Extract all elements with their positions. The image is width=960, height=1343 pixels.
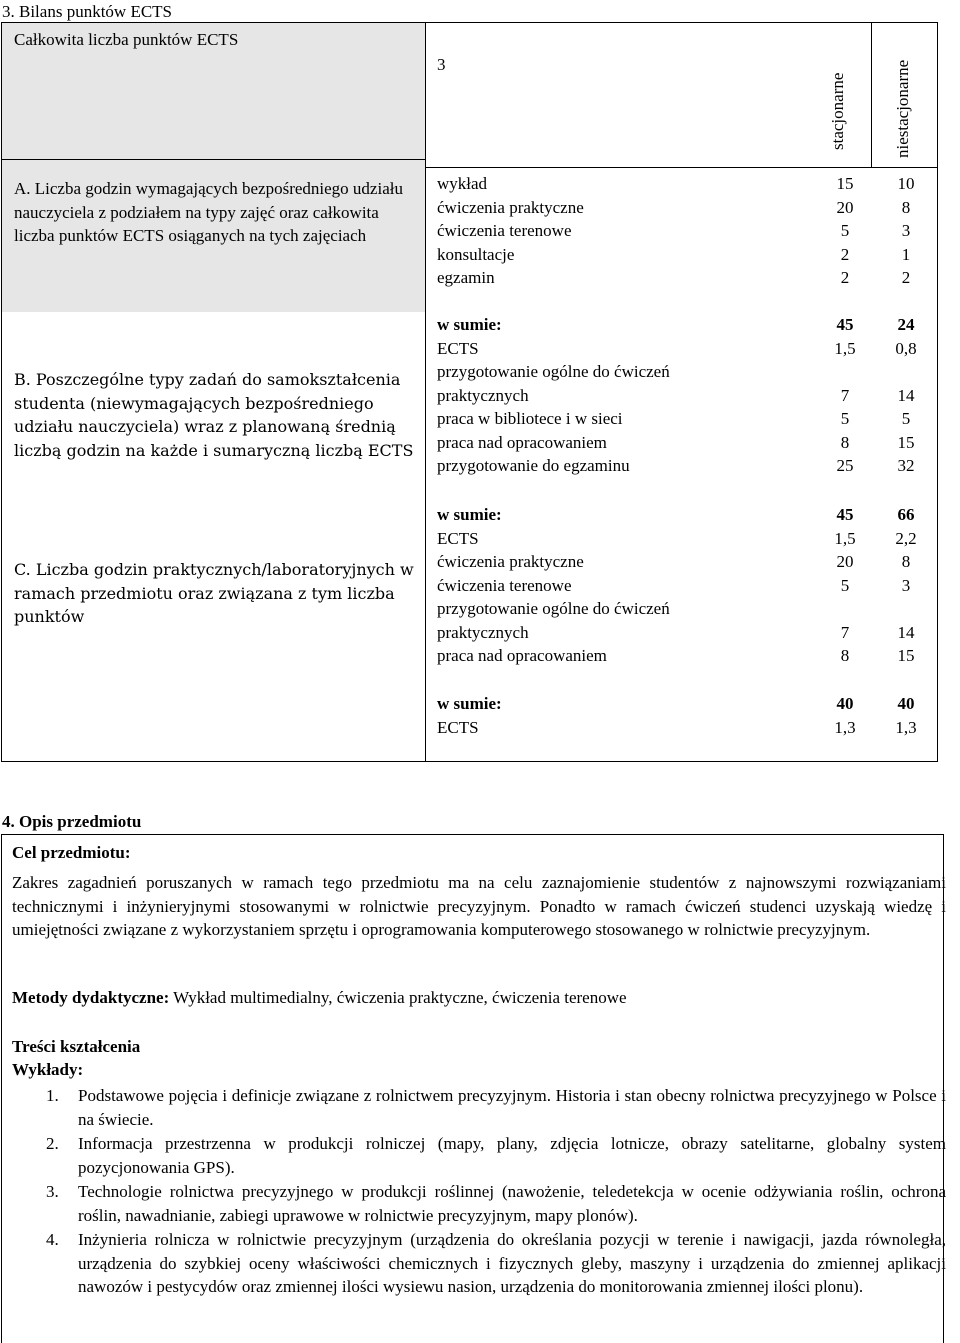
sum-value: 40 xyxy=(836,694,854,713)
cell: 8 xyxy=(840,646,850,665)
total-ects-value: 3 xyxy=(437,55,446,74)
cell: 15 xyxy=(897,432,915,452)
ects-value: 1,3 xyxy=(895,717,917,737)
sum-value: 40 xyxy=(897,694,915,713)
cell: 3 xyxy=(901,575,911,595)
ects-value: 1,5 xyxy=(834,528,856,548)
cell xyxy=(820,597,870,621)
total-ects-label: Całkowita liczba punktów ECTS xyxy=(14,30,239,49)
content-label: Treści kształcenia xyxy=(12,1037,141,1056)
row-label: praktycznych xyxy=(437,622,529,642)
block-c-nonstationary xyxy=(878,550,934,668)
row-label: ćwiczenia praktyczne xyxy=(437,552,584,571)
block-b-label: B. Poszczególne typy zadań do samokształcenia studenta (niewymagających bezpośredniego udziału nauczyciela) wraz z planowaną średnią liczbą godzin na każde i sumaryczną liczbą ECTS xyxy=(14,370,414,460)
row-label: praca nad opracowaniem xyxy=(437,646,607,665)
ects-label: ECTS xyxy=(437,338,479,358)
block-a-sum-labels xyxy=(437,313,767,360)
sum-value: 45 xyxy=(836,505,854,524)
cell: 20 xyxy=(836,552,854,571)
row-label: konsultacje xyxy=(437,244,515,264)
cell: 20 xyxy=(836,197,854,217)
cell: 8 xyxy=(840,432,850,452)
lectures-label: Wykłady: xyxy=(12,1060,84,1079)
cell: 10 xyxy=(897,174,915,193)
ects-value: 1,5 xyxy=(834,338,856,358)
row-label: przygotowanie do egzaminu xyxy=(437,456,630,475)
cell xyxy=(820,360,870,384)
cell: 15 xyxy=(836,174,854,193)
sum-value: 66 xyxy=(897,505,915,524)
methods-text: Wykład multimedialny, ćwiczenia praktyczne, ćwiczenia terenowe xyxy=(169,988,627,1007)
cell: 7 xyxy=(840,385,850,405)
block-b-nonstationary xyxy=(878,360,934,478)
methods-line xyxy=(12,988,627,1008)
row-label: egzamin xyxy=(437,268,495,287)
cell: 8 xyxy=(901,197,911,217)
block-a-nonstationary xyxy=(878,172,934,290)
item-text: Inżynieria rolnicza w rolnictwie precyzyjnym (urządzenia do określania pozycji w terenie i nawigacji, jazda równoległa, urządzenia do szybkiej oceny właściwości chemicznych i fizycznych gleby, maszyny i urządzenia do zmiennej aplikacji nawozów i pestycydów oraz zmiennej ilości wysiewu nasion, urządzenia do monitorowania zmiennej ilości plonu). xyxy=(78,1230,946,1296)
cell xyxy=(878,360,934,384)
list-item xyxy=(12,1084,946,1131)
cell: 3 xyxy=(901,221,911,240)
block-a-rows xyxy=(437,172,767,290)
ects-value: 2,2 xyxy=(895,528,917,548)
block-a-stationary xyxy=(820,172,870,290)
block-c-sum-labels xyxy=(437,692,767,739)
goal-text: Zakres zagadnień poruszanych w ramach tego przedmiotu ma na celu zaznajomienie studentów z najnowszymi rozwiązaniami technicznymi i inżynieryjnymi stosowanymi w rolnictwie precyzyjnym. Ponadto w ramach ćwiczeń studenci uzyskają wiedzę i umiejętności związane z wykorzystaniem sprzętu i oprogramowania komputerowego stosowanego w rolnictwie precyzyjnym. xyxy=(12,873,946,939)
cell: 5 xyxy=(840,409,850,428)
row-label: praca nad opracowaniem xyxy=(437,432,607,452)
block-b-stationary xyxy=(820,360,870,478)
cell: 15 xyxy=(897,646,915,665)
cell: 8 xyxy=(901,552,911,571)
sum-value: 45 xyxy=(836,315,854,334)
item-text: Technologie rolnictwa precyzyjnego w produkcji roślinnej (nawożenie, teledetekcja w ocenie odżywiania roślin, ochrona roślin, nawadnianie, zabiegi uprawowe w rolnictwie precyzyjnym, mapy plonów). xyxy=(78,1182,946,1225)
row-label: ćwiczenia praktyczne xyxy=(437,197,584,217)
item-number: 3. xyxy=(46,1182,59,1201)
ects-value: 0,8 xyxy=(895,338,917,358)
cell: 32 xyxy=(897,456,915,475)
cell: 7 xyxy=(840,622,850,642)
item-number: 4. xyxy=(46,1230,59,1249)
row-label: ćwiczenia terenowe xyxy=(437,221,572,240)
row-label: przygotowanie ogólne do ćwiczeń xyxy=(437,599,670,618)
label-column xyxy=(1,22,425,312)
cell xyxy=(878,597,934,621)
item-text: Informacja przestrzenna w produkcji rolniczej (mapy, plany, zdjęcia lotnicze, obrazy satelitarne, globalny system pozycjonowania GPS). xyxy=(78,1134,946,1177)
goal-label: Cel przedmiotu: xyxy=(12,843,131,862)
row-label: wykład xyxy=(437,174,488,193)
block-a-sum-stationary xyxy=(820,313,870,360)
sum-value: 24 xyxy=(897,315,915,334)
cell: 1 xyxy=(901,244,911,264)
row-label: praca w bibliotece i w sieci xyxy=(437,409,623,428)
item-number: 1. xyxy=(46,1086,59,1105)
col-header-nonstationary: niestacjonarne xyxy=(893,59,912,158)
cell: 2 xyxy=(840,244,850,264)
block-c-sum-nonstationary xyxy=(878,692,934,739)
list-item xyxy=(12,1228,946,1299)
block-a-sum-nonstationary xyxy=(878,313,934,360)
cell: 5 xyxy=(840,221,850,240)
ects-value: 1,3 xyxy=(834,717,856,737)
cell: 14 xyxy=(897,622,915,642)
item-text: Podstawowe pojęcia i definicje związane z rolnictwem precyzyjnym. Historia i stan obecny rolnictwa precyzyjnego w Polsce i na świecie. xyxy=(78,1086,946,1129)
sum-label: w sumie: xyxy=(437,505,502,524)
lectures-list xyxy=(12,1084,946,1300)
col-header-stationary: stacjonarne xyxy=(828,72,847,150)
cell: 5 xyxy=(840,575,850,595)
row-label: praktycznych xyxy=(437,385,529,405)
item-number: 2. xyxy=(46,1134,59,1153)
cell: 2 xyxy=(901,268,911,287)
row-label: przygotowanie ogólne do ćwiczeń xyxy=(437,362,670,381)
cell: 5 xyxy=(901,409,911,428)
section3-heading: 3. Bilans punktów ECTS xyxy=(2,2,173,21)
section4-heading: 4. Opis przedmiotu xyxy=(2,812,142,831)
methods-label: Metody dydaktyczne: xyxy=(12,988,170,1007)
ects-label: ECTS xyxy=(437,717,479,737)
block-b-rows xyxy=(437,360,767,478)
cell: 2 xyxy=(840,268,850,287)
row-label: ćwiczenia terenowe xyxy=(437,575,572,595)
ects-label: ECTS xyxy=(437,528,479,548)
block-b-sum-labels xyxy=(437,503,767,550)
block-c-label: C. Liczba godzin praktycznych/laboratoryjnych w ramach przedmiotu oraz związana z tym liczba punktów xyxy=(14,560,414,626)
block-c-rows xyxy=(437,550,767,668)
block-a-label: A. Liczba godzin wymagających bezpośredniego udziału nauczyciela z podziałem na typy zajęć oraz całkowita liczba punktów ECTS osiąganych na tych zajęciach xyxy=(14,179,403,245)
sum-label: w sumie: xyxy=(437,315,502,334)
block-c-sum-stationary xyxy=(820,692,870,739)
list-item xyxy=(12,1180,946,1227)
block-b-sum-nonstationary xyxy=(878,503,934,550)
block-b-sum-stationary xyxy=(820,503,870,550)
block-c-stationary xyxy=(820,550,870,668)
sum-label: w sumie: xyxy=(437,694,502,713)
cell: 14 xyxy=(897,385,915,405)
list-item xyxy=(12,1132,946,1179)
cell: 25 xyxy=(836,456,854,475)
